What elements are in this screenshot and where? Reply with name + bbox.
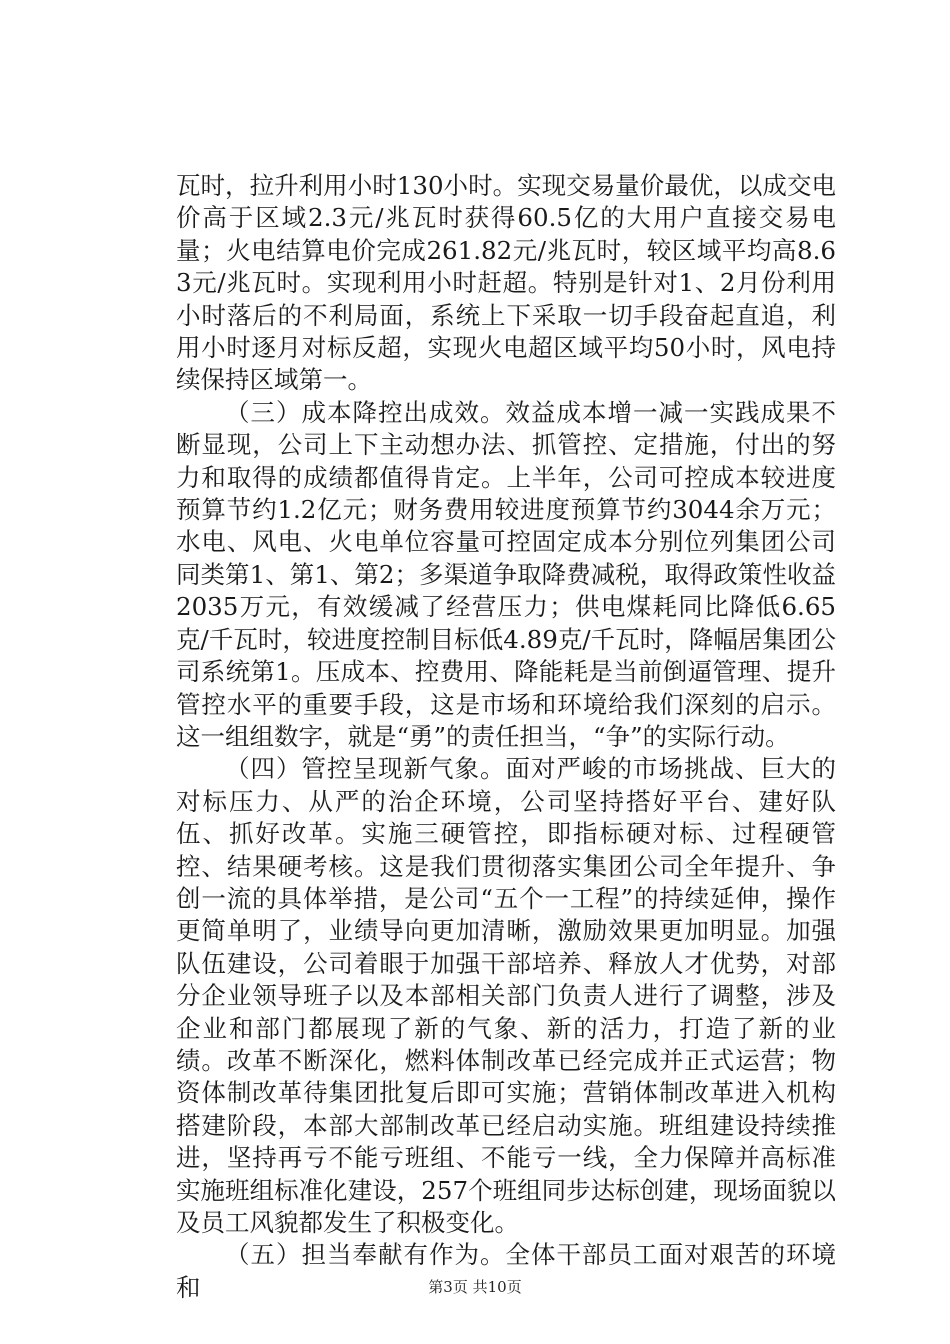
- paragraph-continuation: 瓦时，拉升利用小时130小时。实现交易量价最优，以成交电价高于区域2.3元/兆瓦时获得60.5亿的大用户直接交易电量；火电结算电价完成261.82元/兆瓦时，较区域平均高8.63元/兆瓦时。实现利用小时赶超。特别是针对1、2月份利用小时落后的不利局面，系统上下采取一切手段奋起直追，利用小时逐月对标反超，实现火电超区域平均50小时，风电持续保持区域第一。: [176, 171, 836, 395]
- body-text: [176, 170, 836, 1304]
- page-number-footer: 第3页 共10页: [428, 1278, 522, 1296]
- paragraph-cost-control: （三）成本降控出成效。效益成本增一减一实践成果不断显现，公司上下主动想办法、抓管控、定措施，付出的努力和取得的成绩都值得肯定。上半年，公司可控成本较进度预算节约1.2亿元；财务费用较进度预算节约3044余万元；水电、风电、火电单位容量可控固定成本分别位列集团公司同类第1、第1、第2；多渠道争取降费减税，取得政策性收益2035万元，有效缓减了经营压力；供电煤耗同比降低6.65克/千瓦时，较进度控制目标低4.89克/千瓦时，降幅居集团公司系统第1。压成本、控费用、降能耗是当前倒逼管理、提升管控水平的重要手段，这是市场和环境给我们深刻的启示。这一组组数字，就是“勇”的责任担当，“争”的实际行动。: [176, 397, 836, 751]
- paragraph-dedication: （五）担当奉献有作为。全体干部员工面对艰苦的环境和: [176, 1240, 836, 1302]
- paragraph-management: （四）管控呈现新气象。面对严峻的市场挑战、巨大的对标压力、从严的治企环境，公司坚持搭好平台、建好队伍、抓好改革。实施三硬管控，即指标硬对标、过程硬管控、结果硬考核。这是我们贯彻落实集团公司全年提升、争创一流的具体举措，是公司“五个一工程”的持续延伸，操作更简单明了，业绩导向更加清晰，激励效果更加明显。加强队伍建设，公司着眼于加强干部培养、释放人才优势，对部分企业领导班子以及本部相关部门负责人进行了调整，涉及企业和部门都展现了新的气象、新的活力，打造了新的业绩。改革不断深化，燃料体制改革已经完成并正式运营；物资体制改革待集团批复后即可实施；营销体制改革进入机构搭建阶段，本部大部制改革已经启动实施。班组建设持续推进，坚持再亏不能亏班组、不能亏一线，全力保障并高标准实施班组标准化建设，257个班组同步达标创建，现场面貌以及员工风貌都发生了积极变化。: [176, 754, 836, 1237]
